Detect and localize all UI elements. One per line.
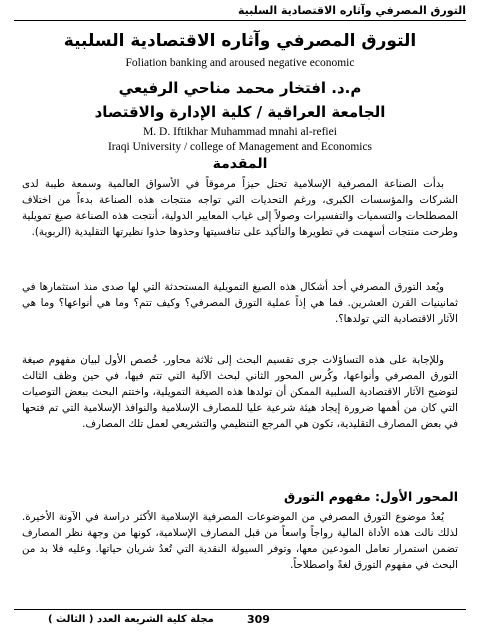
section-1-heading: المحور الأول: مفهوم التورق <box>284 489 458 504</box>
intro-paragraph-2 <box>22 279 458 345</box>
section-1-paragraph-1 <box>22 509 458 604</box>
introduction-heading: المقدمة <box>212 156 268 172</box>
paragraph-text: وللإجابة على هذه التساؤلات جرى تقسيم البحث إلى ثلاثة محاور. خُصص الأول لبيان مفهوم صيغة التورق المصرفي وأنواعها، وكُرس المحور الثاني لبحث الآلية التي تتم فيها، في حين وظف الثالث لتوضيح الآثار الاقتصادية السلبية الممكن أن تولدها هذه الصيغة التمويلية، واختتم البحث ببعض التوصيات التي كان من أهمها ضرورة إيجاد هيئة شرعية عليا للمصارف الإسلامية والنوافذ الإسلامية التي تم فتحها في بعض المصارف التقليدية، تكون هي المرجع التنظيمي والتشريعي لعمل تلك المصارف. <box>22 354 458 431</box>
page-number: 309 <box>247 613 270 626</box>
running-title: التورق المصرفي وآثاره الاقتصادية السلبية <box>237 4 466 17</box>
affiliation-english: Iraqi University / college of Management and Economics <box>107 141 373 153</box>
intro-paragraph-1 <box>22 176 458 274</box>
paper-title-arabic: التورق المصرفي وآثاره الاقتصادية السلبية <box>63 31 417 51</box>
paragraph-text: بدأت الصناعة المصرفية الإسلامية تحتل حيزاً مرموقاً في الأسواق العالمية وسمعة طيبة لدى الشركات والمؤسسات الكبرى، ورغم التحديات التي تواجه منتجات هذه الصناعة بدءاً من اختلاف المصطلحات والتسميات والتفسيرات وصولاً إلى غياب المعايير الدولية، أنتجت هذه الصناعة صيغ تمويلية وطرحت منتجات أسهمت في تطويرها والتأكيد على تنافسيتها وحذوها حذوا نظيرتها التقليدية (الربوية). <box>22 178 458 239</box>
affiliation-arabic: الجامعة العراقية / كلية الإدارة والاقتصاد <box>94 103 386 121</box>
intro-paragraph-3 <box>22 352 458 482</box>
paragraph-text: ويُعد التورق المصرفي أحد أشكال هذه الصيغ التمويلية المستحدثة التي لها صدى منذ استثمارها في ثمانينيات القرن العشرين. فما هي إذاً عملية التورق المصرفي؟ وكيف تتم؟ وما هي أنواعها؟ وما هي الآثار الاقتصادية التي تولدها؟. <box>22 281 458 326</box>
paragraph-text: يُعدُ موضوع التورق المصرفي من الموضوعات المصرفية الإسلامية الأكثر دراسة في الآونة الأخيرة. لذلك نالت هذه الأداة المالية رواجاً واسعاً من قبل المصارف الإسلامية، كونها من وجهة نظر المصارف تضمن استمرار تعامل المودعين معها، وتوفر السيولة النقدية التي تُعدُ شريان حياتها. وعليه فلا بد من البحث في مفهوم التورق لغةً واصطلاحاً. <box>22 511 458 572</box>
running-header <box>14 3 466 21</box>
author-name-english: M. D. Iftikhar Muhammad mnahi al-refiei <box>143 126 337 138</box>
page-footer <box>14 609 466 630</box>
paper-title-english: Foliation banking and aroused negative economic <box>125 57 355 69</box>
author-name-arabic: م.د. افتخار محمد مناحي الرفيعي <box>118 79 362 97</box>
journal-name: مجلة كلية الشريعة العدد ( الثالث ) <box>48 614 214 625</box>
